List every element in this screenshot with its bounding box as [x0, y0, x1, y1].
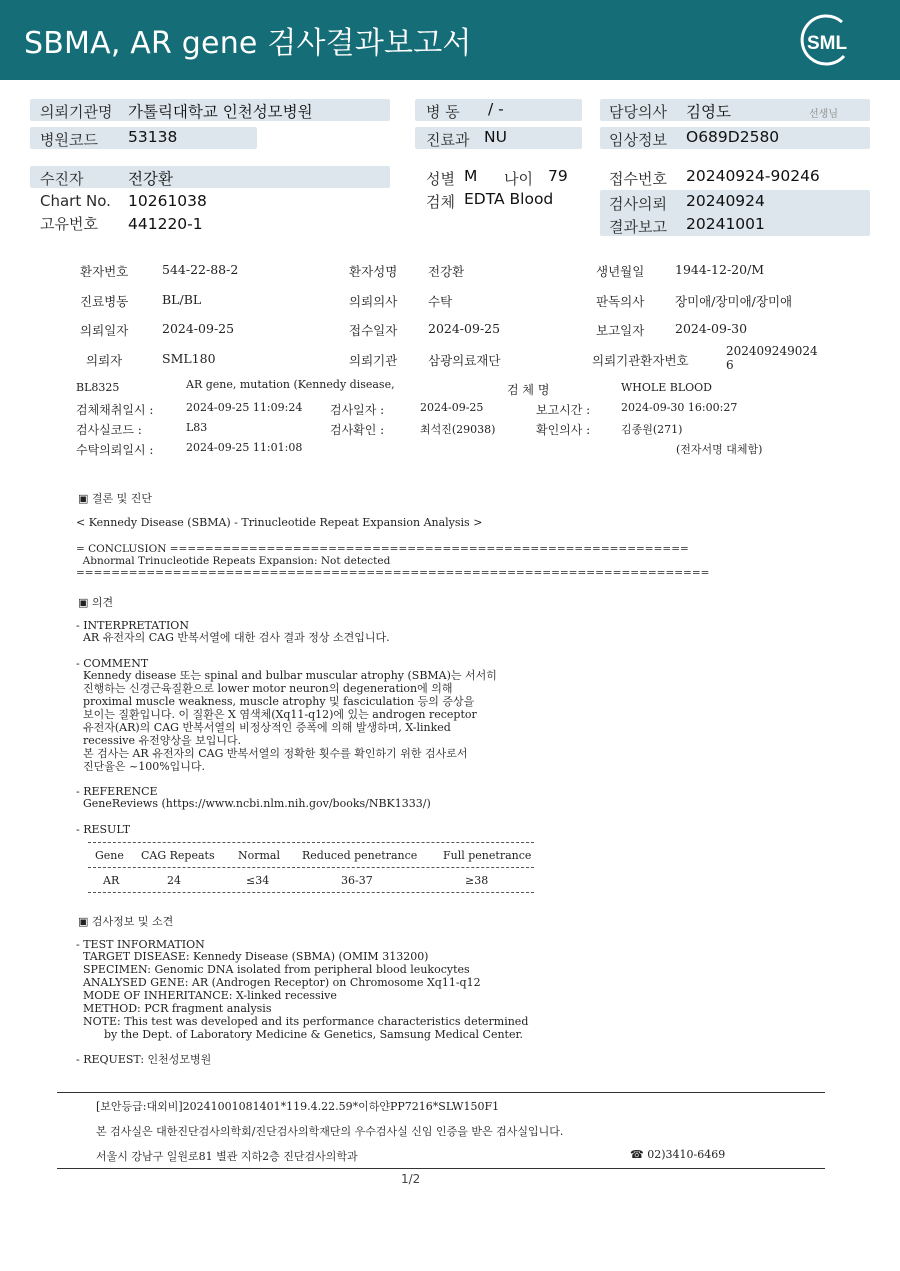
confirm-value: 최석진(29038): [420, 423, 496, 436]
reqdate-label: 의뢰일자: [80, 323, 129, 338]
lab-label: 검사실코드 :: [76, 423, 142, 437]
req-inst-label: 의뢰기관명: [40, 103, 113, 121]
interpretation-text: AR 유전자의 CAG 반복서열에 대한 검사 결과 정상 소견입니다.: [76, 631, 390, 644]
clinical-value: O689D2580: [686, 128, 780, 146]
patient-row: [30, 166, 390, 188]
recdate-value: 2024-09-25: [428, 321, 501, 336]
confdoc-value: 김종원(271): [621, 423, 683, 436]
sex-label: 성별: [426, 170, 455, 188]
pdoc-label: 의뢰의사: [349, 294, 398, 309]
chart-value: 10261038: [128, 192, 207, 210]
specimen-label: 검체: [426, 193, 455, 211]
section-conclusion-heading: ▣ 결론 및 진단: [78, 492, 153, 505]
reqinst-label: 의뢰기관: [349, 353, 398, 368]
footer-rule-top: [57, 1092, 825, 1093]
confdoc-label: 확인의사 :: [536, 423, 591, 437]
clinical-label: 임상정보: [609, 131, 667, 149]
ward-label: 병 동: [426, 103, 460, 121]
specimen-value: EDTA Blood: [464, 190, 554, 208]
testinfo-line: TARGET DISEASE: Kennedy Disease (SBMA) (OMIM 313200): [76, 950, 429, 963]
testinfo-line: by the Dept. of Laboratory Medicine & Genetics, Samsung Medical Center.: [76, 1028, 524, 1041]
hosp-code-value: 53138: [128, 128, 178, 146]
testdate-label: 검사일자 :: [330, 403, 385, 417]
page-number: 1/2: [401, 1172, 421, 1186]
pward-label: 진료병동: [80, 294, 129, 309]
age-value: 79: [548, 167, 568, 185]
dept-label: 진료과: [426, 131, 470, 149]
security-line: [보안등급:대외비]20241001081401*119.4.22.59*이하얀PP7216*SLW150F1: [96, 1100, 500, 1113]
spec-label: 검 체 명: [507, 383, 550, 397]
doctor-suffix: 선생님: [809, 109, 838, 120]
analysis-title: < Kennedy Disease (SBMA) - Trinucleotide Repeat Expansion Analysis >: [76, 516, 483, 529]
comment-line: Kennedy disease 또는 spinal and bulbar muscular atrophy (SBMA)는 서서히: [76, 669, 497, 682]
doctor-value: 김영도: [686, 103, 731, 121]
report-title: SBMA, AR gene 검사결과보고서: [24, 26, 472, 61]
interpretation-heading: - INTERPRETATION: [76, 619, 189, 632]
reference-heading: - REFERENCE: [76, 785, 158, 798]
result-col-normal: Normal: [238, 849, 281, 862]
result-col-reduced: Reduced penetrance: [302, 849, 418, 862]
report-header-bar: [0, 0, 900, 80]
receipt-label: 접수번호: [609, 170, 667, 188]
testinfo-line: MODE OF INHERITANCE: X-linked recessive: [76, 989, 337, 1002]
result-col-full: Full penetrance: [443, 849, 532, 862]
patient-label: 수진자: [40, 170, 84, 188]
reader-value: 장미애/장미애/장미애: [675, 294, 793, 309]
reptime-label: 보고시간 :: [536, 403, 591, 417]
phone-line: ☎ 02)3410-6469: [630, 1148, 726, 1161]
result-cell-normal: ≤34: [246, 874, 270, 887]
requester-label: 의뢰자: [86, 353, 123, 368]
confirm-label: 검사확인 :: [330, 423, 385, 437]
result-cell-gene: AR: [103, 874, 120, 887]
hosp-code-label: 병원코드: [40, 131, 98, 149]
svg-text:SML: SML: [806, 33, 848, 54]
section-opinion-heading: ▣ 의견: [78, 596, 114, 609]
instpid-label: 의뢰기관환자번호: [592, 353, 689, 368]
dob-label: 생년월일: [596, 264, 645, 279]
comment-line: 본 검사는 AR 유전자의 CAG 반복서열의 정확한 횟수를 확인하기 위한 검사로서: [76, 747, 468, 760]
reader-label: 판독의사: [596, 294, 645, 309]
result-table-rule: [88, 842, 534, 843]
reference-text: GeneReviews (https://www.ncbi.nlm.nih.gov/books/NBK1333/): [76, 797, 431, 810]
contract-label: 수탁의뢰일시 :: [76, 443, 154, 457]
requester-value: SML180: [162, 351, 216, 366]
lab-value: L83: [186, 421, 208, 434]
patient-value: 전강환: [128, 170, 173, 188]
conclusion-rule-top: = CONCLUSION ===========================================================: [76, 543, 689, 555]
conclusion-rule-bottom: ========================================================================: [76, 567, 710, 579]
comment-heading: - COMMENT: [76, 657, 149, 670]
unique-label: 고유번호: [40, 215, 98, 233]
test-name: AR gene, mutation (Kennedy disease,: [186, 378, 395, 391]
pname-label: 환자성명: [349, 264, 398, 279]
esign-note: (전자서명 대체함): [676, 443, 763, 456]
reptime-value: 2024-09-30 16:00:27: [621, 401, 738, 414]
conclusion-text: Abnormal Trinucleotide Repeats Expansion: Not detected: [76, 555, 391, 567]
age-label: 나이: [504, 170, 533, 188]
footer-rule-bottom: [57, 1168, 825, 1169]
pid-value: 544-22-88-2: [162, 262, 239, 277]
chart-label: Chart No.: [40, 192, 111, 210]
repdate-label: 보고일자: [596, 323, 645, 338]
pdoc-value: 수탁: [428, 294, 453, 309]
certification-line: 본 검사실은 대한진단검사의학회/진단검사의학재단의 우수검사실 신임 인증을 받은 검사실입니다.: [96, 1125, 564, 1138]
pid-label: 환자번호: [80, 264, 129, 279]
testinfo-line: METHOD: PCR fragment analysis: [76, 1002, 272, 1015]
pward-value: BL/BL: [162, 292, 202, 307]
repdate-value: 2024-09-30: [675, 321, 748, 336]
receipt-value: 20240924-90246: [686, 167, 820, 185]
result-cell-cag: 24: [167, 874, 181, 887]
unique-value: 441220-1: [128, 215, 203, 233]
test-req-value: 20240924: [686, 192, 765, 210]
collect-label: 검체채취일시 :: [76, 403, 154, 417]
result-table-rule: [88, 867, 534, 868]
testinfo-line: ANALYSED GENE: AR (Androgen Receptor) on Chromosome Xq11-q12: [76, 976, 481, 989]
result-heading: - RESULT: [76, 823, 131, 836]
collect-value: 2024-09-25 11:09:24: [186, 401, 303, 414]
sex-value: M: [464, 167, 478, 185]
instpid-value-1: 202409249024: [726, 344, 818, 358]
instpid-value-2: 6: [726, 358, 734, 372]
comment-line: 진행하는 신경근육질환으로 lower motor neuron의 degeneration에 의해: [76, 682, 453, 695]
request-line: - REQUEST: 인천성모병원: [76, 1053, 212, 1066]
comment-line: recessive 유전양상을 보입니다.: [76, 734, 242, 747]
comment-line: 유전자(AR)의 CAG 반복서열의 비정상적인 증폭에 의해 발생하며, X-linked: [76, 721, 451, 734]
report-label: 결과보고: [609, 218, 667, 236]
req-inst-value: 가톨릭대학교 인천성모병원: [128, 103, 313, 121]
address-line: 서울시 강남구 일원로81 별관 지하2층 진단검사의학과: [96, 1150, 358, 1163]
testinfo-line: SPECIMEN: Genomic DNA isolated from peripheral blood leukocytes: [76, 963, 470, 976]
comment-line: 보이는 질환입니다. 이 질환은 X 염색체(Xq11-q12)에 있는 androgen receptor: [76, 708, 477, 721]
ward-value: / -: [488, 100, 504, 118]
result-cell-full: ≥38: [465, 874, 489, 887]
recdate-label: 접수일자: [349, 323, 398, 338]
result-col-gene: Gene: [95, 849, 124, 862]
dept-value: NU: [484, 128, 507, 146]
contract-value: 2024-09-25 11:01:08: [186, 441, 303, 454]
testinfo-heading: - TEST INFORMATION: [76, 938, 205, 951]
report-value: 20241001: [686, 215, 765, 233]
result-col-cag: CAG Repeats: [141, 849, 215, 862]
test-req-label: 검사의뢰: [609, 195, 667, 213]
reqdate-value: 2024-09-25: [162, 321, 235, 336]
pname-value: 전강환: [428, 264, 465, 279]
sml-logo: [798, 12, 856, 68]
section-testinfo-heading: ▣ 검사정보 및 소견: [78, 915, 174, 928]
testinfo-line: NOTE: This test was developed and its performance characteristics determined: [76, 1015, 529, 1028]
result-cell-reduced: 36-37: [341, 874, 373, 887]
testdate-value: 2024-09-25: [420, 401, 484, 414]
reqinst-value: 삼광의료재단: [428, 353, 501, 368]
dob-value: 1944-12-20/M: [675, 262, 765, 277]
spec-value: WHOLE BLOOD: [621, 381, 712, 394]
comment-line: proximal muscle weakness, muscle atrophy 및 fasciculation 등의 증상을: [76, 695, 475, 708]
comment-line: 진단율은 ~100%입니다.: [76, 760, 206, 773]
result-table-rule: [88, 892, 534, 893]
doctor-label: 담당의사: [609, 103, 667, 121]
test-code: BL8325: [76, 381, 120, 394]
